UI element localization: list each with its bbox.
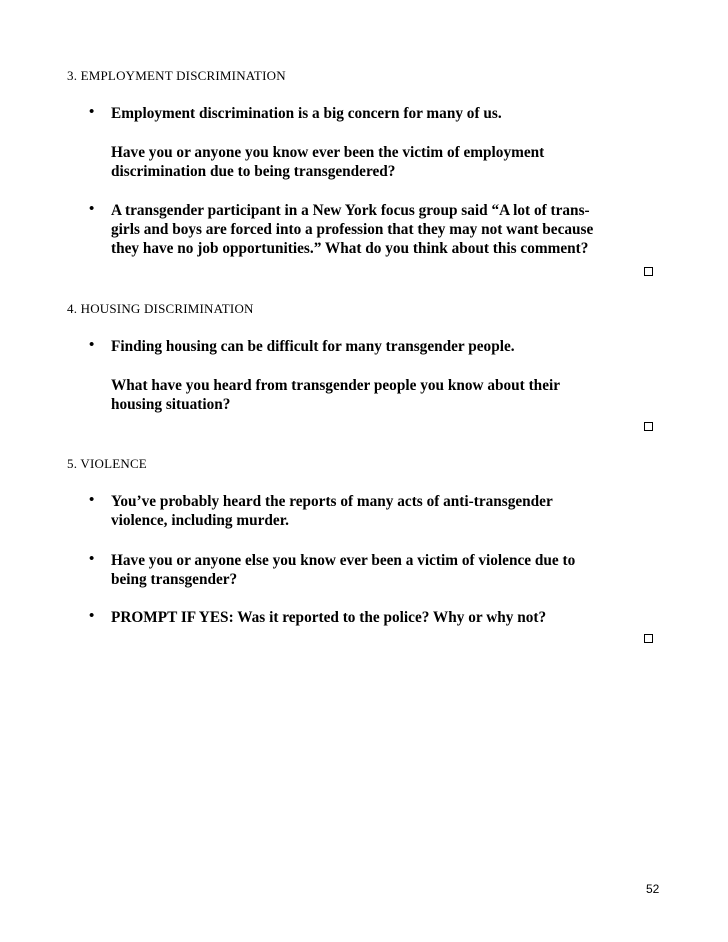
question-focus-group-comment <box>111 201 656 258</box>
question-violence-victim <box>111 551 656 589</box>
question-employment-concern <box>111 104 656 123</box>
section-heading-violence: 5. VIOLENCE <box>67 456 147 471</box>
page-number: 52 <box>646 882 660 896</box>
checkbox-section-4[interactable] <box>644 422 653 431</box>
bullet-icon: • <box>89 337 95 353</box>
checkbox-section-5[interactable] <box>644 634 653 643</box>
text-line: A transgender participant in a New York focus group said “A lot of trans- <box>111 202 590 219</box>
question-violence-reports <box>111 492 656 530</box>
text-line: violence, including murder. <box>111 512 289 529</box>
question-employment-victim <box>111 143 656 181</box>
text-line: Have you or anyone else you know ever been a victim of violence due to <box>111 552 576 569</box>
question-housing-difficulty <box>111 337 656 356</box>
text-line: PROMPT IF YES: Was it reported to the police? Why or why not? <box>111 609 547 626</box>
text-line: You’ve probably heard the reports of many acts of anti-transgender <box>111 493 553 510</box>
section-heading-housing: 4. HOUSING DISCRIMINATION <box>67 301 254 316</box>
section-heading-employment: 3. EMPLOYMENT DISCRIMINATION <box>67 68 286 83</box>
text-line: being transgender? <box>111 571 238 588</box>
text-line: housing situation? <box>111 396 231 413</box>
bullet-icon: • <box>89 201 95 217</box>
text-line: discrimination due to being transgendered? <box>111 163 396 180</box>
text-line: Have you or anyone you know ever been the victim of employment <box>111 144 545 161</box>
text-line: Employment discrimination is a big concern for many of us. <box>111 105 502 122</box>
bullet-icon: • <box>89 492 95 508</box>
text-line: Finding housing can be difficult for many transgender people. <box>111 338 515 355</box>
question-housing-situation <box>111 376 656 414</box>
bullet-icon: • <box>89 551 95 567</box>
text-line: they have no job opportunities.” What do you think about this comment? <box>111 240 589 257</box>
checkbox-section-3[interactable] <box>644 267 653 276</box>
text-line: girls and boys are forced into a profession that they may not want because <box>111 221 594 238</box>
bullet-icon: • <box>89 104 95 120</box>
text-line: What have you heard from transgender people you know about their <box>111 377 561 394</box>
question-police-prompt <box>111 608 656 627</box>
bullet-icon: • <box>89 608 95 624</box>
